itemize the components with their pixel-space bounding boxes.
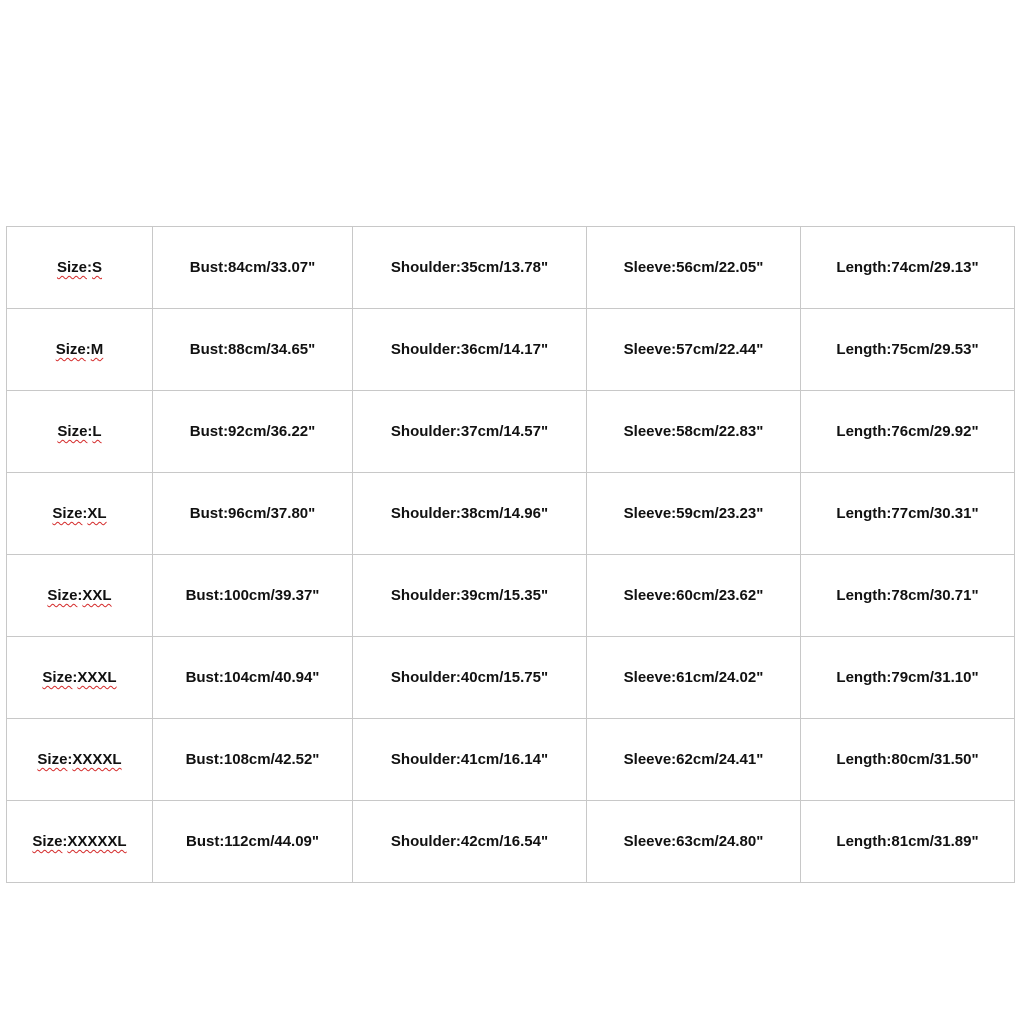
size-cell: Size:XXXXXL [7, 801, 153, 883]
sleeve-cell: Sleeve:56cm/22.05" [587, 227, 801, 309]
size-label-value: XXL [82, 587, 112, 604]
size-cell: Size:XL [7, 473, 153, 555]
size-chart-table [6, 226, 1015, 883]
size-cell: Size:S [7, 227, 153, 309]
sleeve-cell: Sleeve:58cm/22.83" [587, 391, 801, 473]
sleeve-cell: Sleeve:62cm/24.41" [587, 719, 801, 801]
length-cell: Length:77cm/30.31" [801, 473, 1015, 555]
length-cell: Length:79cm/31.10" [801, 637, 1015, 719]
size-chart-body [7, 227, 1015, 883]
size-row [7, 309, 1015, 391]
bust-cell: Bust:88cm/34.65" [153, 309, 353, 391]
bust-cell: Bust:108cm/42.52" [153, 719, 353, 801]
size-cell: Size:XXXXL [7, 719, 153, 801]
shoulder-cell: Shoulder:37cm/14.57" [353, 391, 587, 473]
size-label-value: M [90, 341, 104, 358]
size-row [7, 637, 1015, 719]
sleeve-cell: Sleeve:60cm/23.62" [587, 555, 801, 637]
shoulder-cell: Shoulder:39cm/15.35" [353, 555, 587, 637]
size-row [7, 227, 1015, 309]
size-label-value: XXXXL [72, 751, 122, 768]
size-label-prefix: Size [52, 505, 83, 522]
bust-cell: Bust:84cm/33.07" [153, 227, 353, 309]
size-row [7, 555, 1015, 637]
size-label-value: L [92, 423, 102, 440]
sleeve-cell: Sleeve:59cm/23.23" [587, 473, 801, 555]
shoulder-cell: Shoulder:41cm/16.14" [353, 719, 587, 801]
length-cell: Length:76cm/29.92" [801, 391, 1015, 473]
bust-cell: Bust:96cm/37.80" [153, 473, 353, 555]
size-cell: Size:XXL [7, 555, 153, 637]
shoulder-cell: Shoulder:42cm/16.54" [353, 801, 587, 883]
size-label-prefix: Size [42, 669, 73, 686]
size-label-value: XXXL [77, 669, 117, 686]
size-label-value: XXXXXL [67, 833, 127, 850]
size-label-prefix: Size [32, 833, 63, 850]
size-label-value: XL [87, 505, 107, 522]
bust-cell: Bust:104cm/40.94" [153, 637, 353, 719]
size-label-prefix: Size [57, 423, 88, 440]
length-cell: Length:78cm/30.71" [801, 555, 1015, 637]
shoulder-cell: Shoulder:38cm/14.96" [353, 473, 587, 555]
size-row [7, 719, 1015, 801]
bust-cell: Bust:92cm/36.22" [153, 391, 353, 473]
bust-cell: Bust:100cm/39.37" [153, 555, 353, 637]
size-row [7, 801, 1015, 883]
shoulder-cell: Shoulder:35cm/13.78" [353, 227, 587, 309]
size-cell: Size:L [7, 391, 153, 473]
size-label-prefix: Size [56, 259, 87, 276]
length-cell: Length:81cm/31.89" [801, 801, 1015, 883]
size-label-value: S [92, 259, 103, 276]
size-label-prefix: Size [55, 341, 86, 358]
length-cell: Length:80cm/31.50" [801, 719, 1015, 801]
bust-cell: Bust:112cm/44.09" [153, 801, 353, 883]
sleeve-cell: Sleeve:57cm/22.44" [587, 309, 801, 391]
size-label-prefix: Size [37, 751, 68, 768]
sleeve-cell: Sleeve:61cm/24.02" [587, 637, 801, 719]
size-row [7, 473, 1015, 555]
length-cell: Length:75cm/29.53" [801, 309, 1015, 391]
size-cell: Size:XXXL [7, 637, 153, 719]
size-row [7, 391, 1015, 473]
length-cell: Length:74cm/29.13" [801, 227, 1015, 309]
shoulder-cell: Shoulder:36cm/14.17" [353, 309, 587, 391]
size-cell: Size:M [7, 309, 153, 391]
size-label-prefix: Size [47, 587, 78, 604]
shoulder-cell: Shoulder:40cm/15.75" [353, 637, 587, 719]
sleeve-cell: Sleeve:63cm/24.80" [587, 801, 801, 883]
